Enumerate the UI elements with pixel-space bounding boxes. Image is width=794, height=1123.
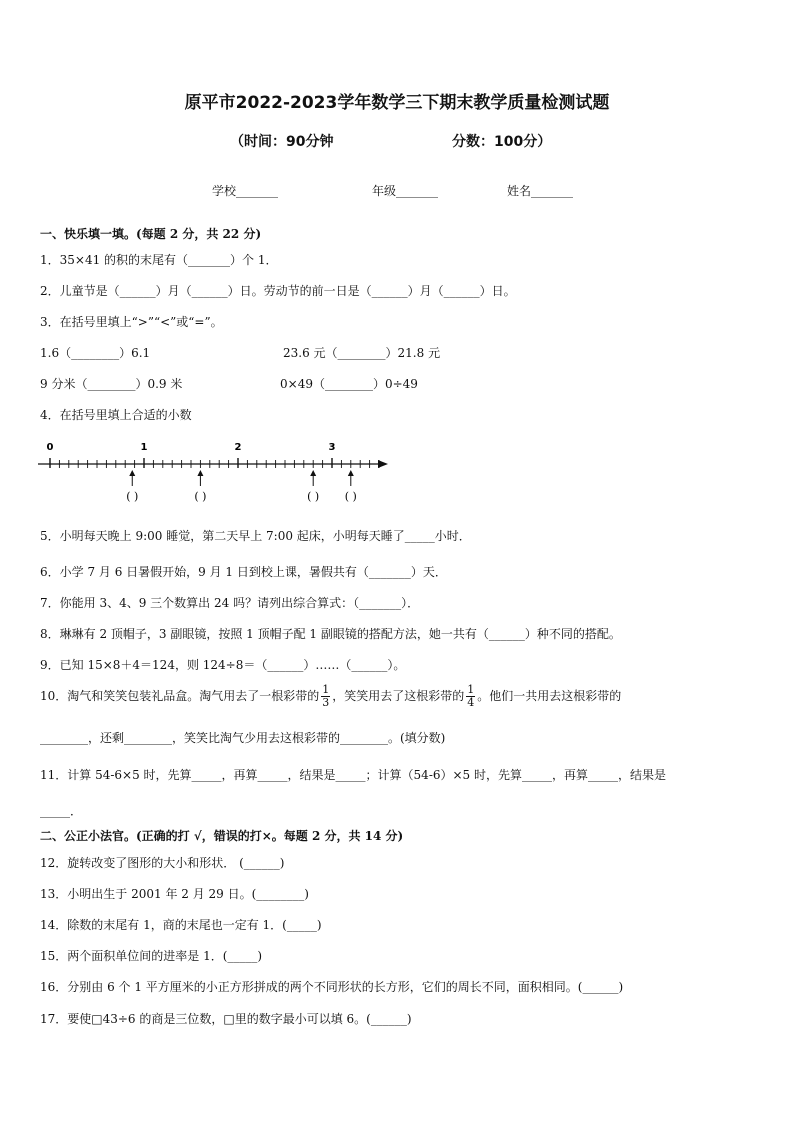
number-line-label: 1: [140, 442, 148, 453]
question-9: 9．已知 15×8＋4＝124，则 124÷8＝（______）……（______）。: [40, 658, 406, 672]
section-1-heading: 一、快乐填一填。(每题 2 分，共 22 分): [40, 227, 262, 241]
question-8: 8．琳琳有 2 顶帽子，3 副眼镜，按照 1 顶帽子配 1 副眼镜的搭配方法，她一共有（______）种不同的搭配。: [40, 627, 621, 641]
exam-time: （时间：90分钟: [230, 134, 334, 150]
fraction-one-fourth: [466, 684, 475, 709]
school-field: 学校_______: [212, 184, 279, 198]
question-11: 11．计算 54-6×5 时，先算_____，再算_____，结果是_____；计算（54-6）×5 时，先算_____，再算_____，结果是: [40, 768, 667, 782]
question-12: 12．旋转改变了图形的大小和形状． (______): [40, 856, 285, 870]
question-3d: 0×49（________）0÷49: [280, 377, 418, 391]
fraction-denominator: 4: [467, 696, 475, 709]
fraction-denominator: 3: [322, 696, 330, 709]
question-3a: 1.6（________）6.1: [40, 346, 151, 360]
number-line-label: 3: [328, 442, 336, 453]
question-1: 1．35×41 的积的末尾有（_______）个 1．: [40, 253, 278, 267]
question-11-line-2: _____．: [40, 804, 83, 818]
number-line-label: 0: [46, 442, 54, 453]
pointer-arrowhead: [197, 470, 203, 476]
question-16: 16．分别由 6 个 1 平方厘米的小正方形拼成的两个不同形状的长方形，它们的周长不同，面积相同。(______): [40, 980, 624, 994]
section-2-heading: 二、公正小法官。(正确的打 √，错误的打×。每题 2 分，共 14 分): [40, 829, 404, 843]
answer-bracket: ( ): [344, 490, 357, 503]
question-15: 15．两个面积单位间的进率是 1．(_____): [40, 949, 263, 963]
fraction-numerator: 1: [322, 683, 330, 696]
fraction-one-third: [321, 684, 330, 709]
question-4: 4．在括号里填上合适的小数: [40, 408, 192, 422]
question-6: 6．小学 7 月 6 日暑假开始，9 月 1 日到校上课，暑假共有（_______）天．: [40, 565, 447, 579]
pointer-arrowhead: [310, 470, 316, 476]
question-10-part-c: 。他们一共用去这根彩带的: [477, 689, 622, 703]
question-13: 13．小明出生于 2001 年 2 月 29 日。(________): [40, 887, 309, 901]
answer-bracket: ( ): [307, 490, 320, 503]
name-field: 姓名_______: [507, 184, 574, 198]
number-line-label: 2: [234, 442, 242, 453]
answer-bracket: ( ): [194, 490, 207, 503]
question-10-line-2: ________，还剩________，笑笑比淘气少用去这根彩带的________。(填分数): [40, 731, 446, 745]
question-2: 2．儿童节是（______）月（______）日。劳动节的前一日是（______）月（______）日。: [40, 284, 516, 298]
question-10-part-a: 10．淘气和笑笑包装礼品盒。淘气用去了一根彩带的: [40, 689, 320, 703]
question-10: [40, 684, 621, 709]
question-5: 5．小明每天晚上 9:00 睡觉，第二天早上 7:00 起床，小明每天睡了_____小时．: [40, 529, 471, 543]
pointer-arrowhead: [348, 470, 354, 476]
question-3b: 23.6 元（________）21.8 元: [283, 346, 441, 360]
question-10-part-b: ，笑笑用去了这根彩带的: [332, 689, 465, 703]
question-14: 14．除数的末尾有 1，商的末尾也一定有 1．(_____): [40, 918, 322, 932]
question-3: 3．在括号里填上“>”“<”或“=”。: [40, 315, 223, 329]
grade-field: 年级_______: [372, 184, 439, 198]
number-line: [30, 434, 400, 508]
number-line-arrowhead: [378, 460, 388, 468]
question-17: 17．要使□43÷6 的商是三位数，□里的数字最小可以填 6。(______): [40, 1012, 412, 1026]
exam-score: 分数：100分）: [452, 134, 552, 150]
answer-bracket: ( ): [126, 490, 139, 503]
question-7: 7．你能用 3、4、9 三个数算出 24 吗？请列出综合算式：（_______）．: [40, 596, 420, 610]
pointer-arrowhead: [129, 470, 135, 476]
fraction-numerator: 1: [467, 683, 475, 696]
question-3c: 9 分米（________）0.9 米: [40, 377, 183, 391]
page-title: 原平市2022-2023学年数学三下期末教学质量检测试题: [184, 93, 610, 113]
